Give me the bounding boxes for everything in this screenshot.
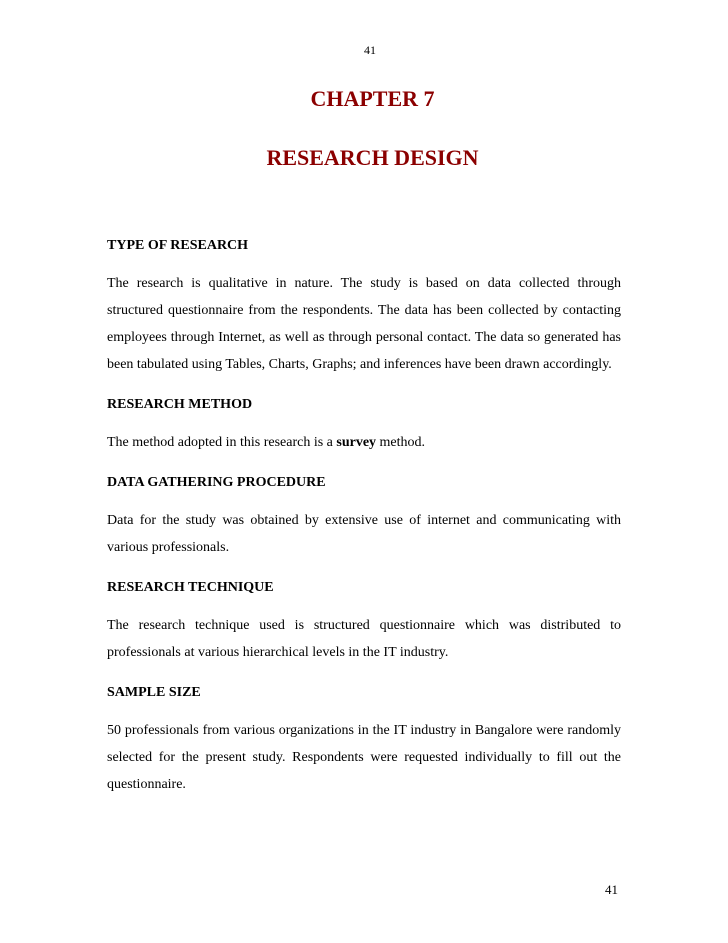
section-text-research-method: [107, 429, 621, 456]
section-text-data-gathering: Data for the study was obtained by extensive use of internet and communicating with various professionals.: [107, 513, 621, 555]
page-number-top-text: 41: [364, 43, 376, 57]
section-heading-data-gathering: DATA GATHERING PROCEDURE: [107, 475, 326, 490]
section-text-type-of-research: The research is qualitative in nature. The study is based on data collected through structured questionnaire from the respondents. The data has been collected by contacting employees through Internet, as well as through personal contact. The data so generated has been tabulated using Tables, Charts, Graphs; and inferences have been drawn accordingly.: [107, 276, 621, 372]
section-text-sample-size: 50 professionals from various organizations in the IT industry in Bangalore were randomly selected for the present study. Respondents were requested individually to fill out the questionnaire.: [107, 723, 621, 792]
chapter-text: CHAPTER 7: [310, 86, 435, 111]
section-text-research-technique: The research technique used is structured questionnaire which was distributed to professionals at various hierarchical levels in the IT industry.: [107, 618, 621, 660]
chapter-label: [0, 86, 728, 112]
research-method-text-before: The method adopted in this research is a: [107, 435, 337, 450]
chapter-title: [0, 145, 728, 171]
page-number-bottom: 41: [605, 882, 618, 897]
section-heading-research-technique: RESEARCH TECHNIQUE: [107, 580, 274, 595]
research-method-text-after: method.: [376, 435, 426, 450]
section-heading-type-of-research: TYPE OF RESEARCH: [107, 238, 249, 253]
page-number-top: [0, 43, 728, 57]
section-heading-research-method: RESEARCH METHOD: [107, 397, 253, 412]
document-body: [107, 238, 621, 798]
research-method-text-bold: survey: [336, 435, 377, 450]
chapter-title-text: RESEARCH DESIGN: [266, 145, 479, 170]
section-heading-sample-size: SAMPLE SIZE: [107, 685, 201, 700]
